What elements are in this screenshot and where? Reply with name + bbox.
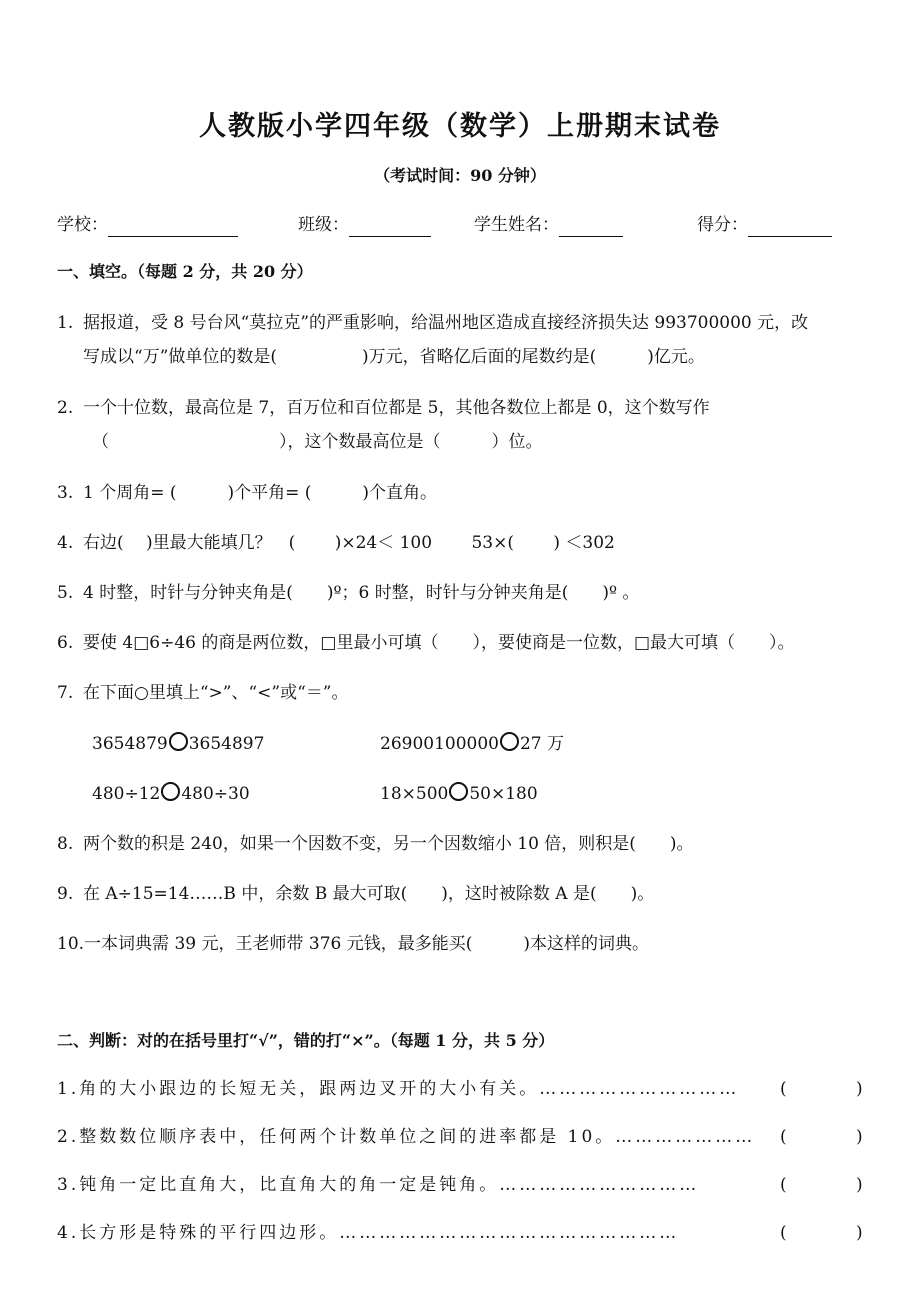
compare-left: 3654879 [92,734,168,754]
question-text: 1 个周角= ( )个平角= ( )个直角。 [83,483,438,503]
question-4 [57,531,615,555]
question-1-line2: 写成以“万”做单位的数是( )万元，省略亿后面的尾数约是( )亿元。 [83,347,705,367]
compare-item-1 [92,732,264,756]
question-text: 一个十位数，最高位是 7，百万位和百位都是 5，其他各数位上都是 0，这个数写作 [83,398,710,418]
judge-text: 角的大小跟边的长短无关，跟两边叉开的大小有关。 [79,1079,540,1099]
question-text: 两个数的积是 240，如果一个因数不变，另一个因数缩小 10 倍，则积是( )。 [83,834,694,854]
question-7 [57,681,348,705]
class-label: 班级： [298,215,349,235]
judge-dots: …………………………………………… [339,1223,680,1243]
judge-number: 3. [57,1175,80,1195]
compare-circle[interactable] [169,732,188,751]
compare-circle[interactable] [500,732,519,751]
judge-item-3 [57,1173,699,1197]
judge-text: 钝角一定比直角大，比直角大的角一定是钝角。 [79,1175,500,1195]
name-label: 学生姓名： [474,215,559,235]
judge-dots: ………………… [615,1127,756,1147]
judge-number: 1. [57,1079,80,1099]
compare-left: 480÷12 [92,784,161,804]
question-text: 右边( )里最大能填几？ ( )×24＜ 100 53×( ) ＜302 [83,533,615,553]
exam-duration: （考试时间：90 分钟） [374,166,546,185]
score-label: 得分： [697,215,748,235]
score-field [697,213,832,237]
school-field [57,213,238,237]
judge-close-paren[interactable]: ) [856,1223,863,1243]
question-text: 一本词典需 39 元，王老师带 376 元钱，最多能买( )本这样的词典。 [84,934,650,954]
school-blank[interactable] [108,218,238,237]
question-number: 10. [57,934,85,954]
question-number: 6. [57,633,74,653]
judge-dots: ………………………… [539,1079,740,1099]
section1-heading: 一、填空。（每题 2 分，共 20 分） [57,262,313,281]
name-field [474,213,623,237]
question-number: 2. [57,398,74,418]
question-number: 8. [57,834,74,854]
compare-item-4 [380,782,538,806]
question-number: 9. [57,884,74,904]
question-text: 在 A÷15=14……B 中，余数 B 最大可取( )，这时被除数 A 是( )。 [83,884,655,904]
question-2-line2: （ ），这个数最高位是（ ）位。 [92,432,543,452]
judge-item-4 [57,1221,679,1245]
judge-dots: ………………………… [499,1175,700,1195]
school-label: 学校： [57,215,108,235]
question-10 [57,932,649,956]
question-text: 4 时整，时针与分钟夹角是( )º；6 时整，时针与分钟夹角是( )º 。 [83,583,640,603]
question-text: 要使 4□6÷46 的商是两位数，□里最小可填（ ），要使商是一位数，□最大可填（ ）。 [83,633,795,653]
judge-open-paren[interactable]: ( [780,1079,787,1099]
question-number: 5. [57,583,74,603]
judge-open-paren[interactable]: ( [780,1223,787,1243]
name-blank[interactable] [559,218,623,237]
judge-item-1 [57,1077,739,1101]
judge-text: 整数数位顺序表中，任何两个计数单位之间的进率都是 10。 [79,1127,616,1147]
judge-item-2 [57,1125,755,1149]
question-6 [57,631,795,655]
judge-close-paren[interactable]: ) [856,1127,863,1147]
compare-item-2 [380,732,564,756]
judge-close-paren[interactable]: ) [856,1079,863,1099]
question-5 [57,581,639,605]
judge-number: 4. [57,1223,80,1243]
question-text: 据报道，受 8 号台风“莫拉克”的严重影响，给温州地区造成直接经济损失达 993700000 元，改 [83,313,809,333]
question-number: 7. [57,683,74,703]
class-field [298,213,431,237]
compare-right: 27 万 [519,734,565,754]
compare-right: 480÷30 [181,784,250,804]
question-1 [57,311,808,335]
compare-right: 50×180 [469,784,538,804]
question-number: 3. [57,483,74,503]
page-title: 人教版小学四年级（数学）上册期末试卷 [199,111,721,142]
compare-circle[interactable] [449,782,468,801]
question-text: 在下面○里填上“>”、“<”或“＝”。 [83,683,349,703]
compare-left: 26900100000 [380,734,499,754]
judge-open-paren[interactable]: ( [780,1127,787,1147]
compare-circle[interactable] [161,782,180,801]
judge-open-paren[interactable]: ( [780,1175,787,1195]
compare-right: 3654897 [188,734,265,754]
question-number: 4. [57,533,74,553]
score-blank[interactable] [748,218,832,237]
compare-left: 18×500 [380,784,449,804]
question-3 [57,481,437,505]
question-number: 1. [57,313,74,333]
class-blank[interactable] [349,218,431,237]
section2-heading: 二、判断：对的在括号里打“√”，错的打“×”。（每题 1 分，共 5 分） [57,1031,555,1050]
question-9 [57,882,654,906]
compare-item-3 [92,782,250,806]
question-2 [57,396,710,420]
question-8 [57,832,694,856]
judge-number: 2. [57,1127,80,1147]
judge-close-paren[interactable]: ) [856,1175,863,1195]
judge-text: 长方形是特殊的平行四边形。 [79,1223,340,1243]
